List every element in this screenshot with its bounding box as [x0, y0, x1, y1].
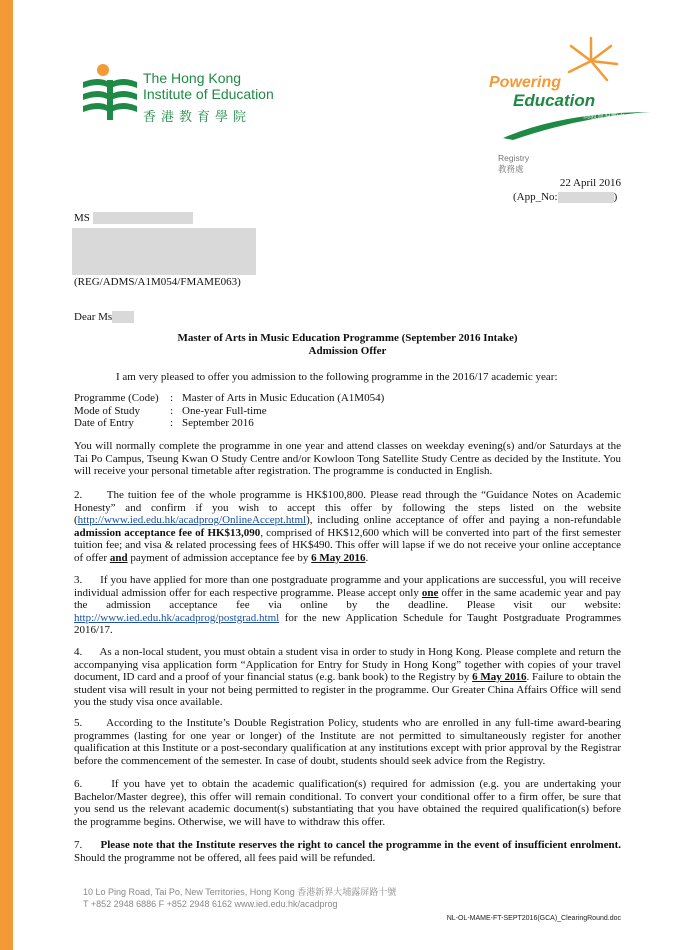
letter-date: 22 April 2016: [559, 177, 621, 189]
paragraph-number: 5.: [74, 717, 83, 729]
detail-row-entry: [74, 417, 621, 430]
detail-label: Programme (Code): [74, 392, 159, 404]
detail-sep: :: [170, 417, 174, 429]
paragraph-number: 2.: [74, 489, 83, 501]
detail-value: One-year Full-time: [182, 404, 267, 417]
paragraph-2-text: , comprised of HK$12,600 which will be converted into part of the first semester tuition fee; and visa & related processing fees of HK$490. This offer will lapse if we do not receive your online acceptance of offer: [74, 526, 621, 564]
deadline-date: 6 May 2016: [311, 551, 366, 564]
app-no-prefix: (App_No:: [513, 191, 558, 203]
institute-name-cn: 香港教育學院: [143, 110, 252, 125]
slogan-powering: Powering: [489, 74, 562, 91]
footer-address-line: 10 Lo Ping Road, Tai Po, New Territories, Hong Kong 香港新界大埔露屏路十號: [83, 887, 397, 897]
institute-name-line1: The Hong Kong: [143, 70, 242, 86]
acceptance-fee-bold: admission acceptance fee of HK$13,090: [74, 526, 261, 539]
paragraph-number: 3.: [74, 574, 83, 586]
footer-address: [83, 886, 396, 910]
detail-label: Date of Entry: [74, 417, 134, 429]
paragraph-4-text: As a non-local student, you must obtain a student visa in order to study in Hong Kong. Please complete and return the accompanying visa application form “Application for Entry for Study in Hong Kong” together with copies of your travel document, ID card and a proof of your financial status (e.g. bank book) to the Registry by: [74, 646, 622, 683]
detail-row-programme: [74, 392, 621, 405]
online-accept-link[interactable]: http://www.ied.edu.hk/acadprog/OnlineAccept.html: [77, 514, 307, 526]
registry-en: Registry: [498, 153, 530, 163]
paragraph-2-text: payment of admission acceptance fee by: [127, 551, 312, 564]
paragraph-number: 6.: [74, 778, 83, 790]
redacted-recipient-name: [93, 212, 193, 224]
swoosh-icon: [483, 102, 653, 142]
paragraph-4-text: . Failure to obtain the student visa will result in your not being permitted to register in the programme. Our Greater China Affairs Office will send you the study visa once available.: [74, 671, 621, 708]
app-no-suffix: ): [613, 191, 618, 203]
recipient-title-line: [74, 212, 193, 225]
detail-label: Mode of Study: [74, 404, 140, 417]
slogan-education: Education: [513, 91, 596, 110]
recipient-title: MS: [74, 212, 90, 224]
postgrad-link[interactable]: http://www.ied.edu.hk/acadprog/postgrad.html: [74, 611, 280, 624]
paragraph-2-text: .: [365, 551, 369, 564]
slogan-cn: 為教育原動力: [583, 112, 625, 120]
and-emphasis: and: [109, 551, 128, 564]
detail-value: September 2016: [182, 417, 254, 429]
paragraph-6-text: If you have yet to obtain the academic qualification(s) required for admission (e.g. you are undertaking your Bachelor/Master degree), this offer will remain conditional. To convert your conditional offer to a firm offer, be sure that you send us the relevant academic document(s) substantiating that you have obtained the required qualification(s) before the programme begins. Otherwise, we will have to withdraw this offer.: [74, 778, 621, 828]
paragraph-4: [74, 646, 621, 709]
institute-name-en: [143, 70, 274, 102]
offer-title-line2: Admission Offer: [308, 344, 387, 357]
paragraph-3: [74, 574, 621, 637]
hkied-logo: [81, 62, 281, 132]
detail-value: Master of Arts in Music Education (A1M054): [182, 392, 385, 404]
orange-margin-bar: [0, 0, 13, 950]
application-number: [513, 191, 617, 204]
paragraph-1: You will normally complete the programme in one year and attend classes on weekday evening(s) and/or Saturdays at the Tai Po Campus, Tseung Kwan O Study Centre and/or Kowloon Tong Satellite Study Centre as decided by the Institute. You will receive your personal timetable after registration. The programme is conducted in English.: [74, 440, 621, 477]
offer-title: [74, 332, 621, 357]
paragraph-2-text: The tuition fee of the whole programme is HK$100,800. Please read through the “Guidance Notes on Academic Honesty” and confirm if you wish to accept this offer by following the steps listed on the website (: [74, 489, 621, 526]
paragraph-3-text: for the new Application Schedule for Taught Postgraduate Programmes 2016/17.: [74, 611, 621, 636]
visa-deadline-date: 6 May 2016: [472, 671, 527, 683]
hkied-emblem-icon: [81, 62, 139, 124]
redacted-salutation-name: [112, 311, 134, 323]
detail-sep: :: [170, 404, 174, 417]
paragraph-5-text: According to the Institute’s Double Registration Policy, students who are enrolled in any full-time award-bearing programmes (lasting for one year or longer) of the Institute are not permitted to simultaneously register for another qualification at this Institute or a post-secondary qualification at any institutions except with prior approval by the Registrar before the commencement of the semester. In case of doubt, students should seek advice from the Registry.: [74, 717, 621, 767]
institute-name-line2: Institute of Education: [143, 86, 274, 102]
redacted-address-block: [72, 228, 256, 275]
footer-contact-line: T +852 2948 6886 F +852 2948 6162 www.ied.edu.hk/acadprog: [83, 899, 338, 909]
detail-sep: :: [170, 392, 174, 404]
registry-cn: 教務處: [498, 164, 524, 174]
offer-title-line1: Master of Arts in Music Education Programme (September 2016 Intake): [177, 332, 518, 344]
powering-education-logo: [483, 36, 653, 146]
paragraph-6: [74, 778, 621, 828]
paragraph-2: [74, 489, 621, 564]
starburst-icon: [561, 36, 621, 86]
paragraph-3-text: offer in the same academic year and pay the admission acceptance fee via online by the deadline. Please visit our website:: [74, 586, 621, 611]
paragraph-3-text: If you have applied for more than one postgraduate programme and your applications are successful, you will receive individual admission offer for each respective programme. Please accept only: [74, 574, 621, 599]
programme-details: [74, 392, 621, 430]
paragraph-2-text: ), including online acceptance of offer and paying a non-refundable: [306, 514, 621, 526]
cancellation-notice-bold: Please note that the Institute reserves the right to cancel the programme in the event of insufficient enrolment.: [100, 839, 621, 851]
registry-label: [498, 153, 529, 175]
paragraph-7-text: Should the programme not be offered, all fees paid will be refunded.: [74, 851, 376, 864]
detail-row-mode: [74, 405, 621, 418]
paragraph-number: 4.: [74, 646, 83, 658]
paragraph-5: [74, 717, 621, 767]
document-reference: NL-OL-MAME-FT-SEPT2016(GCA)_ClearingRound.doc: [446, 915, 621, 922]
reference-number: (REG/ADMS/A1M054/FMAME063): [74, 276, 241, 288]
intro-paragraph: I am very pleased to offer you admission to the following programme in the 2016/17 academic year:: [116, 371, 558, 383]
salutation-line: [74, 311, 134, 324]
paragraph-7: [74, 839, 621, 864]
letter-page: [13, 0, 690, 950]
salutation: Dear Ms: [74, 311, 113, 323]
redacted-app-no: [558, 192, 614, 203]
paragraph-number: 7.: [74, 839, 83, 851]
one-emphasis: one: [421, 586, 439, 599]
